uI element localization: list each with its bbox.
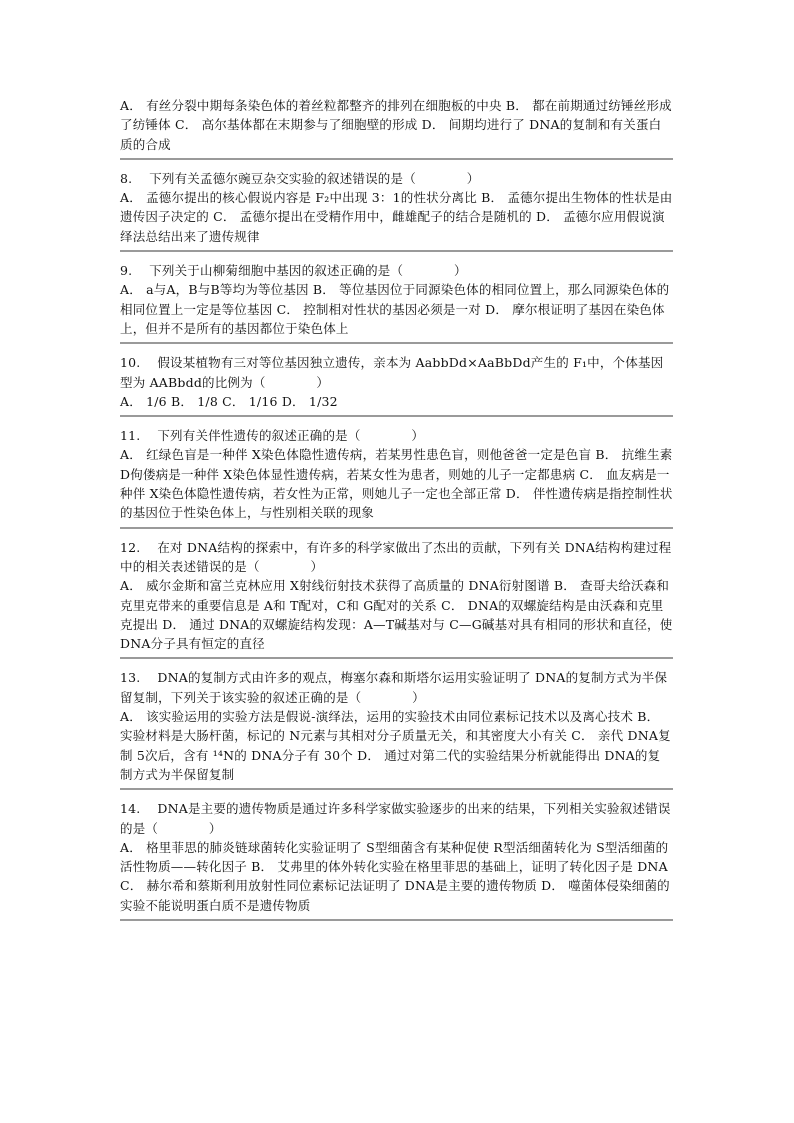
divider: [120, 415, 673, 417]
question-stem: 8. 下列有关孟德尔豌豆杂交实验的叙述错误的是（ ）: [120, 170, 480, 186]
question-options: A． 有丝分裂中期每条染色体的着丝粒都整齐的排列在细胞板的中央 B． 都在前期通过纺锤丝形成了纺锤体 C． 高尔基体都在末期参与了细胞壁的形成 D． 间期均进行了 DNA的复制和有关蛋白质的合成: [120, 98, 672, 152]
question-options: A． 格里菲思的肺炎链球菌转化实验证明了 S型细菌含有某种促使 R型活细菌转化为 S型活细菌的活性物质——转化因子 B． 艾弗里的体外转化实验在格里菲思的基础上，证明了转化因子是 DNA C． 赫尔希和蔡斯利用放射性同位素标记法证明了 DNA是主要的遗传物质 D． 噬菌体侵染细菌的实验不能说明蛋白质不是遗传物质: [120, 839, 670, 913]
divider: [120, 657, 673, 659]
question-11: [120, 426, 673, 522]
divider: [120, 158, 673, 160]
question-13: [120, 668, 673, 784]
divider: [120, 919, 673, 921]
question-9: [120, 261, 673, 338]
divider: [120, 527, 673, 529]
question-14: [120, 799, 673, 915]
question-stem: 9. 下列关于山柳菊细胞中基因的叙述正确的是（ ）: [120, 263, 467, 279]
exam-page: [120, 96, 673, 930]
question-8: [120, 169, 673, 246]
divider: [120, 342, 673, 344]
divider: [120, 250, 673, 252]
question-stem: 10. 假设某植物有三对等位基因独立遗传，亲本为 AabbDd×AaBbDd产生的 F₁中，个体基因型为 AABbdd的比例为（ ）: [120, 355, 664, 390]
question-options: A． 孟德尔提出的核心假说内容是 F₂中出现 3：1的性状分离比 B． 孟德尔提出生物体的性状是由遗传因子决定的 C． 孟德尔提出在受精作用中，雌雄配子的结合是随机的 D． 孟德尔应用假说演绎法总结出来了遗传规律: [120, 190, 673, 244]
question-options: A． 该实验运用的实验方法是假说-演绎法，运用的实验技术由同位素标记技术以及离心技术 B． 实验材料是大肠杆菌，标记的 N元素与其相对分子质量无关，和其密度大小有关 C． 亲代 DNA复制 5次后，含有 ¹⁴N的 DNA分子有 30个 D． 通过对第二代的实验结果分析就能得出 DNA的复制方式为半保留复制: [120, 709, 671, 782]
question-7-continued: [120, 96, 673, 154]
question-options: A． 红绿色盲是一种伴 X染色体隐性遗传病，若某男性患色盲，则他爸爸一定是色盲 B． 抗维生素 D佝偻病是一种伴 X染色体显性遗传病，若某女性为患者，则她的儿子一定都患病 C． 血友病是一种伴 X染色体隐性遗传病，若女性为正常，则她儿子一定也全部正常 D． 伴性遗传病是指控制性状的基因位于性染色体上，与性别相关联的现象: [120, 447, 673, 521]
question-stem: 13. DNA的复制方式由许多的观点，梅塞尔森和斯塔尔运用实验证明了 DNA的复制方式为半保留复制，下列关于该实验的叙述正确的是（ ）: [120, 670, 668, 705]
question-10: [120, 353, 673, 411]
question-stem: 14. DNA是主要的遗传物质是通过许多科学家做实验逐步的出来的结果，下列相关实验叙述错误的是（ ）: [120, 801, 671, 836]
question-options: A． 1/6 B． 1/8 C． 1/16 D． 1/32: [120, 393, 338, 409]
question-stem: 11. 下列有关伴性遗传的叙述正确的是（ ）: [120, 428, 425, 444]
question-stem: 12. 在对 DNA结构的探索中，有许多的科学家做出了杰出的贡献，下列有关 DNA结构构建过程中的相关表述错误的是（ ）: [120, 539, 672, 574]
question-options: A． a与A，B与B等均为等位基因 B． 等位基因位于同源染色体的相同位置上，那么同源染色体的相同位置上一定是等位基因 C． 控制相对性状的基因必须是一对 D． 摩尔根证明了基因在染色体上，但并不是所有的基因都位于染色体上: [120, 282, 670, 336]
question-options: A． 威尔金斯和富兰克林应用 X射线衍射技术获得了高质量的 DNA衍射图谱 B． 查哥夫给沃森和克里克带来的重要信息是 A和 T配对，C和 G配对的关系 C． DNA的双螺旋结构是由沃森和克里克提出 D． 通过 DNA的双螺旋结构发现：A—T碱基对与 C—G碱基对具有相同的形状和直径，使 DNA分子具有恒定的直径: [120, 578, 673, 652]
question-12: [120, 538, 673, 654]
divider: [120, 788, 673, 790]
